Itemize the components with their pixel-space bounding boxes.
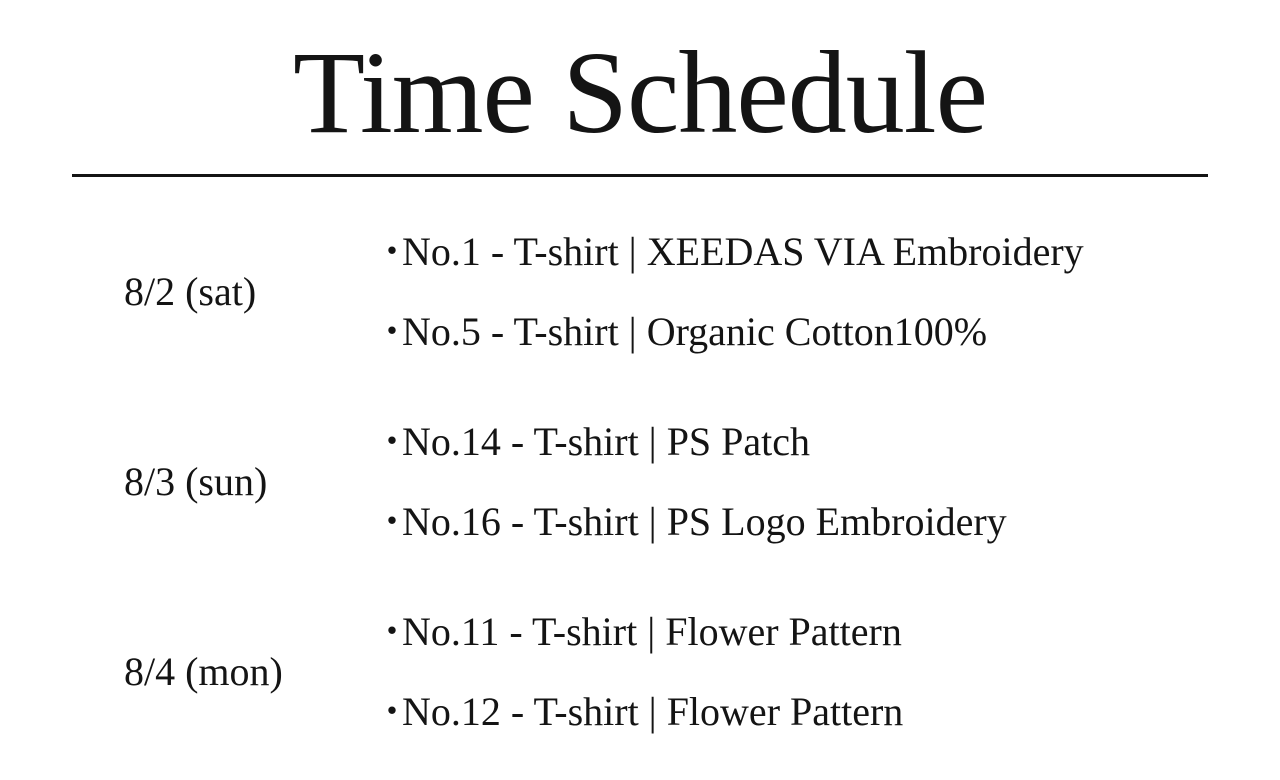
- schedule-item-text: No.11 - T-shirt | Flower Pattern: [402, 609, 902, 654]
- schedule-item: [372, 224, 1084, 280]
- schedule-date: 8/2 (sat): [124, 269, 257, 314]
- schedule-day: [0, 212, 1280, 372]
- title-divider: [72, 174, 1208, 177]
- schedule-item: [372, 414, 810, 470]
- bullet-icon: ・: [372, 609, 412, 654]
- schedule-item: [372, 604, 902, 660]
- schedule-item: [372, 684, 903, 740]
- bullet-icon: ・: [372, 309, 412, 354]
- schedule-item: [372, 304, 987, 360]
- schedule-date: 8/3 (sun): [124, 459, 268, 504]
- schedule-day: [0, 592, 1280, 752]
- bullet-icon: ・: [372, 689, 412, 734]
- schedule-item-text: No.12 - T-shirt | Flower Pattern: [402, 689, 904, 734]
- schedule-item-text: No.16 - T-shirt | PS Logo Embroidery: [402, 499, 1007, 544]
- schedule-day: [0, 402, 1280, 562]
- schedule-item-text: No.14 - T-shirt | PS Patch: [402, 419, 811, 464]
- schedule-item-text: No.1 - T-shirt | XEEDAS VIA Embroidery: [402, 229, 1084, 274]
- page-title: Time Schedule: [293, 27, 987, 158]
- schedule-item: [372, 494, 1007, 550]
- bullet-icon: ・: [372, 419, 412, 464]
- bullet-icon: ・: [372, 229, 412, 274]
- bullet-icon: ・: [372, 499, 412, 544]
- schedule-item-text: No.5 - T-shirt | Organic Cotton100%: [402, 309, 988, 354]
- schedule-date: 8/4 (mon): [124, 649, 283, 694]
